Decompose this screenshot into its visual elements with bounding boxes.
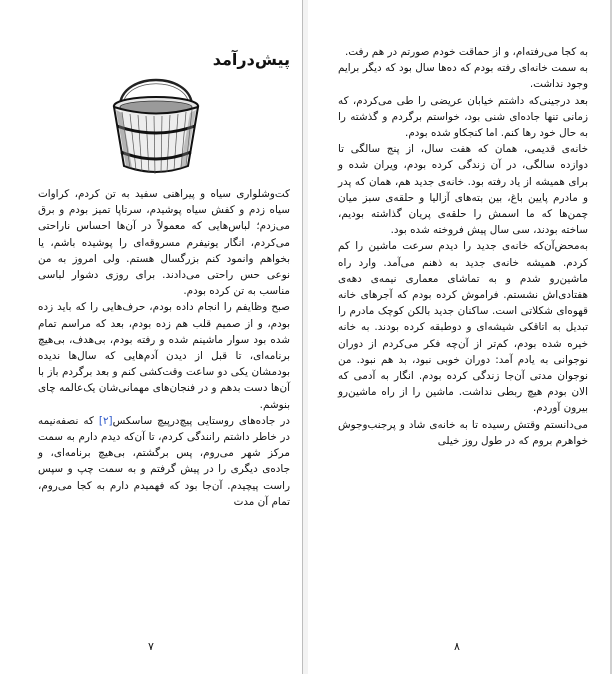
paragraph: به‌محض‌آن‌که خانه‌ی جدید را دیدم سرعت ماشین را کم کردم. همیشه خانه‌ی جدید به ذهنم می‌آمد. وارد راه ماشین‌رو شدم و به تماشای معماری نیمه‌ی دهه‌ی هفتادی‌اش نشستم. فراموش کرده بودم که آجرهای خانه قهوه‌ای شکلاتی است. ساکنان جدید بالکن کوچک مادرم را تبدیل به اتاقکی شیشه‌ای و دوطبقه کرده بودند. به خانه خیره شده بودم، کم‌تر از آن‌چه فکر می‌کردم از دوران نوجوانی به یادم آمد: دوران خوبی نبود، بد هم نبود. من نوجوان مدتی آن‌جا زندگی کرده بودم. انگار به آدمی که الان بودم هیچ ربطی نداشت. ماشین را از راه ماشین‌رو بیرون آوردم.	[338, 240, 588, 415]
paragraph: به سمت خانه‌ای رفته بودم که ده‌ها سال بود که دیگر برایم وجود نداشت.	[338, 62, 588, 91]
paragraph: به کجا می‌رفته‌ام، و از حماقت خودم صورتم در هم رفت.	[345, 46, 588, 58]
page-number: ۸	[454, 640, 460, 653]
footnote-link[interactable]: [۲]	[98, 414, 113, 427]
chapter-title: پیش‌درآمد	[212, 50, 290, 69]
right-page	[308, 0, 612, 674]
paragraph-text: در جاده‌های روستایی پیچ‌درپیچ ساسکس	[112, 414, 290, 427]
bucket-illustration-icon	[104, 70, 208, 180]
left-page-body	[38, 186, 290, 510]
right-page-body	[338, 44, 588, 449]
paragraph: می‌دانستم وقتش رسیده تا به خانه‌ی شاد و پرجنب‌وجوش خواهرم بروم که در طول روز خیلی	[338, 418, 588, 447]
left-page	[0, 0, 304, 674]
paragraph	[38, 413, 290, 510]
page-number: ۷	[148, 640, 154, 653]
paragraph: کت‌وشلواری سیاه و پیراهنی سفید به تن کردم، کراوات سیاه زدم و کفش سیاه پوشیدم، سرتاپا تمیز بودم و برق می‌زدم؛ لباس‌هایی که معمولاً در آن‌ها احساس ناراحتی می‌کردم، انگار یونیفرم مسروقه‌ای را پوشیده باشم، یا بخواهم وانمود کنم بزرگسال هستم. ولی امروز به من نوعی حس راحتی می‌دادند. برای روزی دشوار لباسی مناسب به تن کرده بودم.	[38, 188, 290, 298]
paragraph-text: که نصفه‌نیمه در خاطر داشتم رانندگی کردم، تا آن‌که دیدم دارم به سمت مرکز شهر می‌روم، پس برگشتم، بی‌هیچ برنامه‌ای، و جاده‌ی دیگری را در پیش گرفتم و به سمت چپ و سپس راست پیچیدم. آن‌جا بود که فهمیدم دارم به کجا می‌روم، تمام آن مدت	[38, 414, 290, 508]
paragraph: خانه‌ی قدیمی، همان که هفت سال، از پنج سالگی تا دوازده سالگی، در آن زندگی کرده بودم، ویران شده و برای همیشه از یاد رفته بود. خانه‌ی جدید هم، همان که پدر و مادرم پایین باغ، بین بته‌های آزالیا و حلقه‌ی سبز میان چمن‌ها که ما اسمش را حلقه‌ی پریان گذاشته بودیم، ساخته بودند، سی سال پیش فروخته شده بود.	[338, 143, 588, 237]
paragraph: صبح وظایفم را انجام داده بودم، حرف‌هایی را که باید زده بودم، و از صمیم قلب هم زده بودم، بعد که مراسم تمام شده بود سوار ماشینم شده و رفته بودم، بی‌هدف، بی‌هیچ برنامه‌ای، تا قبل از دیدن آدم‌هایی که سال‌ها ندیده بودمشان یکی دو ساعت وقت‌کشی کنم و بعد برگردم باز با آن‌ها دست بدهم و در فنجان‌های مهمانی‌شان یک‌عالمه چای بنوشم.	[38, 301, 290, 411]
paragraph: بعد درجینی‌که داشتم خیابان عریضی را طی می‌کردم، که زمانی تنها جاده‌ای شنی بود، خواستم برگردم و گذشته را به حال خود رها کنم. اما کنجکاو شده بودم.	[338, 94, 588, 140]
